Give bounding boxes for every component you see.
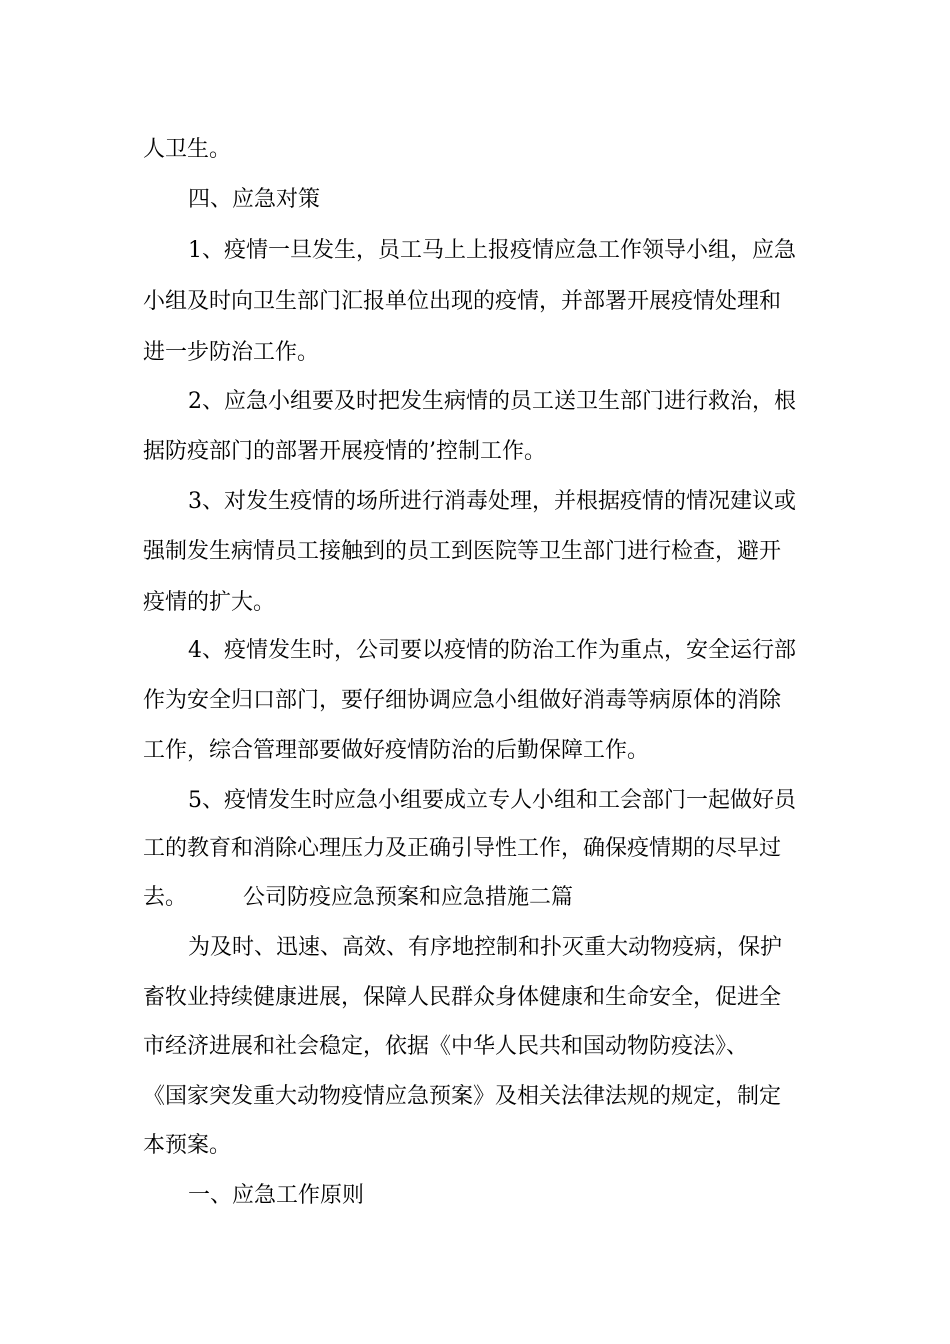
text-line: 工的教育和消除心理压力及正确引导性工作，确保疫情期的尽早过 [143, 836, 782, 861]
section-heading: 四、应急对策 [188, 187, 321, 212]
text-line: 本预案。 [143, 1133, 232, 1158]
text-line: 人卫生。 [143, 137, 232, 162]
text-line: 畜牧业持续健康进展，保障人民群众身体健康和生命安全，促进全 [143, 985, 782, 1010]
section-heading: 一、应急工作原则 [188, 1183, 365, 1208]
text-line: 为及时、迅速、高效、有序地控制和扑灭重大动物疫病，保护 [188, 935, 783, 960]
text-line: 小组及时向卫生部门汇报单位出现的疫情，并部署开展疫情处理和 [143, 289, 782, 314]
text-line: 据防疫部门的部署开展疫情的’控制工作。 [143, 439, 546, 464]
text-line [143, 883, 573, 913]
text-fragment: 去。 [143, 885, 188, 910]
text-line: 进一步防治工作。 [143, 340, 320, 365]
text-line: 市经济进展和社会稳定，依据《中华人民共和国动物防疫法》、 [143, 1034, 749, 1059]
text-line: 《国家突发重大动物疫情应急预案》及相关法律法规的规定，制定 [143, 1084, 782, 1109]
text-line: 疫情的扩大。 [143, 590, 276, 615]
text-line: 工作，综合管理部要做好疫情防治的后勤保障工作。 [143, 738, 650, 763]
article-title: 公司防疫应急预案和应急措施二篇 [243, 885, 574, 910]
text-line: 作为安全归口部门，要仔细协调应急小组做好消毒等病原体的消除 [143, 688, 782, 713]
text-line: 3、对发生疫情的场所进行消毒处理，并根据疫情的情况建议或 [188, 489, 796, 514]
text-line: 强制发生病情员工接触到的员工到医院等卫生部门进行检查，避开 [143, 539, 782, 564]
text-line: 5、疫情发生时应急小组要成立专人小组和工会部门一起做好员 [188, 788, 796, 813]
text-line: 2、应急小组要及时把发生病情的员工送卫生部门进行救治，根 [188, 389, 796, 414]
text-line: 4、疫情发生时，公司要以疫情的防治工作为重点，安全运行部 [188, 638, 796, 663]
text-line: 1、疫情一旦发生，员工马上上报疫情应急工作领导小组，应急 [188, 238, 796, 263]
